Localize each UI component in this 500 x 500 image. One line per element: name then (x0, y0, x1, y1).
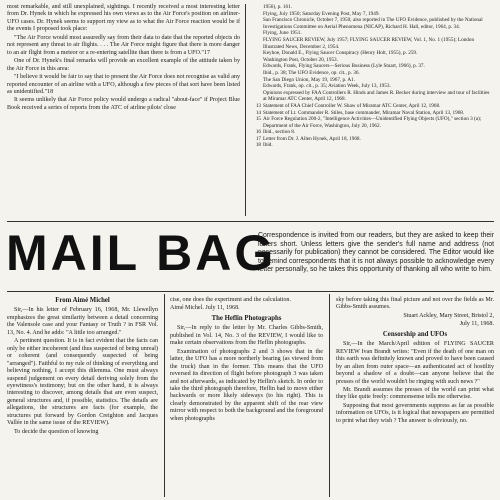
article-paragraph: most remarkable, and still unexplained, sightings. I recently received a most interesting letter from Dr. Hynek in which he expressed his own views as to the Air Force's position on airliner-UFO cases. Dr. Hynek seems to support my view as to what the Air Force reaction would be if the events I proposed took place: (7, 4, 240, 33)
reference-item: Keyhoe, Donald E., Flying Saucer Conspiracy (Henry Holt, 1955), p. 259. (263, 50, 418, 57)
article-paragraph: One of Dr. Hynek's final remarks will provide an excellent example of the attitude taken by the Air Force in this area: (7, 58, 240, 72)
letter-paragraph: Examination of photographs 2 and 3 shows that in the latter, the UFO has a more northerly bearing (as viewed from the truck) than in the former. This means that the UFO reversed its direction of flight before photograph 3 was taken and not afterwards, as indicated by Heflin's sketch. In order to take the third photograph therefore, Heflin had to move either backwards or more likely sideways (to his right). This is clearly demonstrated by the apparent shift of the rear view mirror with respect to both the background and the foreground when photographs (170, 348, 323, 422)
letter-date: July 11, 1968. (459, 321, 494, 328)
column-divider (329, 294, 330, 497)
reference-item: 14 Statement of Lt. Commander R. Stiles, base commander, Miramar Naval Station, April 13, 1968. (255, 109, 465, 116)
article-paragraph: It seems unlikely that Air Force policy would undergo a radical "about-face" if Project Blue Book received a series of reports from the ATC of airline pilots' close (7, 97, 240, 111)
reference-item: 15 Air Force Regulation 200-2, "Intelligence Activities—Unidentified Flying Objects (UFO)," section 3 (a); Department of the Air Force, Washington, July 20, 1962. (255, 116, 482, 129)
column-divider (164, 294, 165, 497)
letter-paragraph: Mr. Brandt assumes the presses of the world can print what they like quite freely: commonsense tells me otherwise. (336, 386, 494, 401)
letter-signature: Aimé Michel. July 11, 1968. (170, 305, 240, 312)
letter-paragraph: Sir,—In his letter of February 16, 1968, Mr. Llewellyn emphasizes the great similarity between a detail concerning the Valensole case and your Fantasy or Truth ? in FSR Vol. 13, No. 4. And he adds: "A little too arranged." (7, 307, 158, 336)
reference-item: Edwards, Frank, op. cit., p. 35; Aviation Week, July 13, 1953. (263, 83, 391, 90)
reference-item: Flying, July 1950; Saturday Evening Post, May 7, 1949. (263, 10, 380, 17)
article-continuation-column (7, 4, 240, 113)
letters-column-2 (170, 297, 323, 424)
letter-paragraph: Sir,—In the March/April edition of FLYING SAUCER REVIEW Ivan Brandt writes: "Even if the death of one man on this earth was definitely known and proved to have been caused by an alien from outer space—an authenticated act of hostility beyond a shadow of a doubt—can anyone believe that the presses of the world wouldn't be ringing with such news ?" (336, 341, 494, 385)
reference-item: Flying, June 1951. (263, 30, 302, 37)
letter-heading: The Heflin Photographs (211, 314, 282, 322)
mail-bag-masthead: MAIL BAG (6, 225, 277, 281)
letter-signature: Stuart Ackley, Mary Street, Bristol 2, (403, 312, 494, 319)
letter-paragraph: A pertinent question. It is in fact evident that the facts can only be either incoherent (and thus suspected of being unreal) or coherent (and consequently suspected of being "arranged"). Faithful to my rule of thinking of everything and believing nothing, I accept this dilemma. One must always suspend judgement on every detail deriving solely from the eyewitness's testimony; but on the other hand, it is always interesting to discover, among details that are even suspect, general structures and, if possible, statistics. The details are allegations, the structures are facts (for example, the structures put forward by Gordon Creighton and Jacques Vallée in the same issue of the REVIEW). (7, 338, 158, 427)
letter-paragraph: cise, one does the experiment and the calculation. (170, 297, 291, 303)
reference-item: 13 Statement of FAA Chief Controller W. Shaw of Miramar ATC Center, April 12, 1968. (255, 102, 441, 109)
letter-heading: Censorship and UFOs (382, 330, 448, 338)
letter-paragraph: sky before taking this final picture and not over the fields as Mr. Gibbs-Smith assumes. (336, 297, 494, 311)
reference-item: The San Diego Union, May 19, 1967, p. A1. (263, 76, 356, 83)
reference-item: Ibid., p. 38; The UFO Evidence, op. cit., p. 36. (263, 69, 360, 76)
column-divider (245, 4, 246, 216)
correspondence-notice: Correspondence is invited from our readers, but they are asked to keep their letters short. Unless letters give the sender's full name and address (not necessarily for publication) they cannot be considered. The Editor would like to remind correspondents that it is not always possible to acknowledge every letter personally, so he takes this opportunity of thanking all who write to him. (258, 232, 494, 274)
letters-column-3 (336, 297, 494, 426)
reference-item: 18 Ibid. (255, 142, 273, 149)
reference-item: Washington Post, October 20, 1953. (263, 56, 338, 63)
references-list (250, 4, 494, 149)
reference-item: 17 Letter from Dr. J. Allen Hynek, April 18, 1968. (255, 135, 361, 142)
reference-item: FLYING SAUCER REVIEW, July 1957; FLYING SAUCER REVIEW, Vol. 1, No. 1 (1955); London Illustrated News, December 2, 1954. (263, 36, 475, 50)
letter-paragraph: Supposing that most governments suppress as far as possible information on UFOs, is it logical that newspapers are permitted to print what they wish ? The answer is obviously, no. (336, 402, 494, 424)
reference-item: Edwards, Frank, Flying Saucers—Serious Business (Lyle Stuart, 1966), p. 37. (263, 63, 425, 70)
reference-item: Opinions expressed by FAA Controllers R. Hinds and James R. Becker during interview and tour of facilities at Miramar ATC Center, April 12, 1968. (263, 89, 490, 103)
reference-item: 16 Ibid., section 8. (255, 129, 296, 136)
reference-item: 1956), p. 161. (263, 4, 292, 10)
letters-column-1 (7, 295, 158, 437)
letter-paragraph: To decide the question of knowing (14, 428, 99, 435)
section-divider (7, 291, 494, 292)
hynek-quote: "The Air Force would most assuredly say from their data to date that the reported objects do not represent any threat to air flights. . . . The Air Force might figure that there is more danger to an air flight from a meteor or a re-entering satellite than there is from a UFO."17 (7, 34, 240, 56)
hynek-quote: "I believe it would be fair to say that to present the Air Force does not recognise as valid any reported encounter of an airline with a UFO, although a few pieces of that sort have been listed as unidentified."18 (7, 74, 240, 95)
reference-item: San Francisco Chronicle, October 7, 1950; also reported in The UFO Evidence, published by the National Investigations Committee on Aerial Phenomena (NICAP), Richard H. Hall, editor, 1964, p. 34. (263, 17, 483, 30)
letter-heading: From Aimé Michel (55, 297, 110, 304)
letter-paragraph: Sir,—In reply to the letter by Mr. Charles Gibbs-Smith, published in Vol. 14, No. 3 of the REVIEW, I would like to make certain observations from the Heflin photographs. (170, 325, 323, 347)
section-divider (7, 221, 494, 222)
